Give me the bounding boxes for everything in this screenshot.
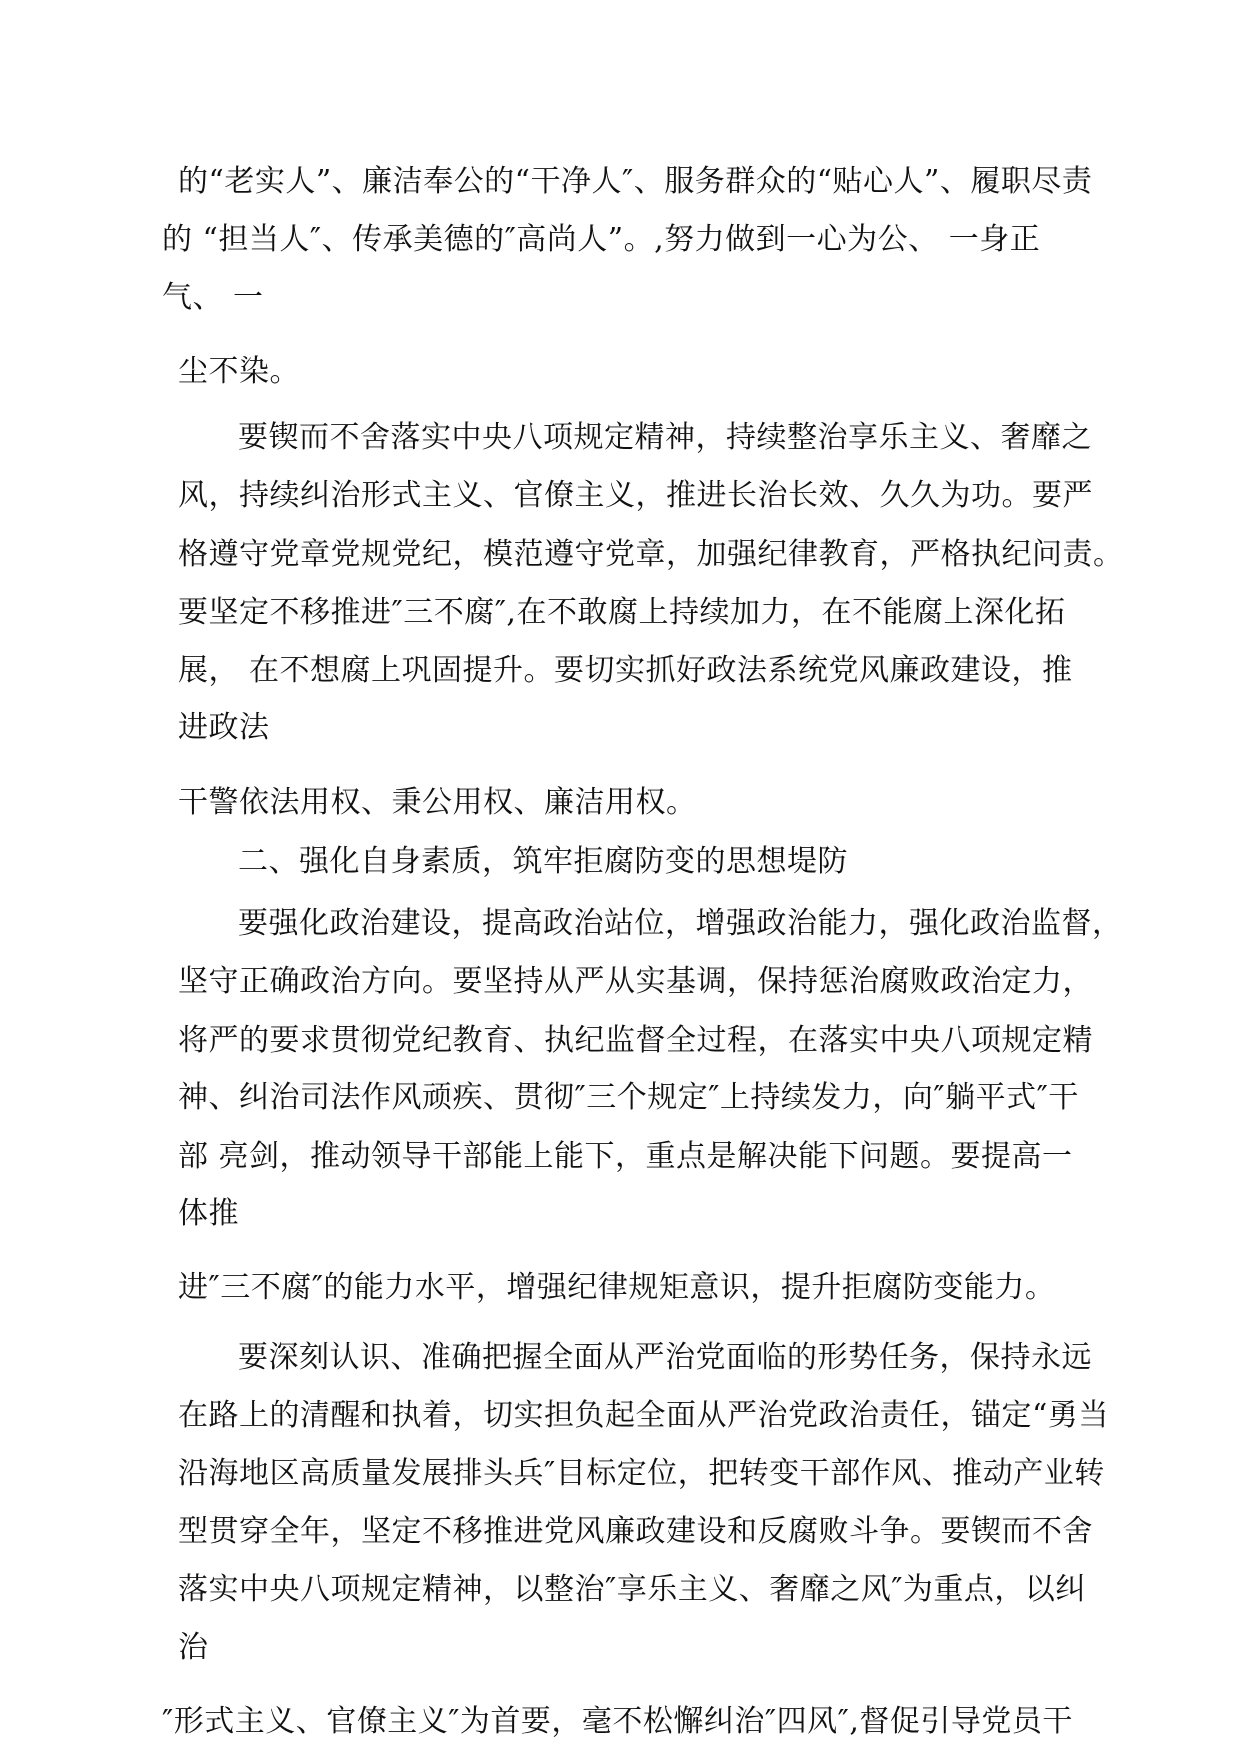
text-line: 要锲而不舍落实中央八项规定精神，持续整治享乐主义、奢靡之	[238, 420, 1092, 455]
text-line: 在路上的清醒和执着，切实担负起全面从严治党政治责任，锚定“勇当	[178, 1398, 1109, 1433]
text-line: ″形式主义、官僚主义″为首要，毫不松懈纠治″四风″,督促引导党员干	[162, 1704, 1073, 1739]
text-line: 展， 在不想腐上巩固提升。要切实抓好政法系统党风廉政建设，推	[178, 653, 1073, 688]
text-line: 格遵守党章党规党纪，模范遵守党章，加强纪律教育，严格执纪问责。	[178, 537, 1124, 572]
text-line: 落实中央八项规定精神，以整治″享乐主义、奢靡之风″为重点，以纠	[178, 1572, 1086, 1607]
section-heading: 二、强化自身素质，筑牢拒腐防变的思想堤防	[238, 844, 848, 879]
text-line: 要强化政治建设，提高政治站位，增强政治能力，强化政治监督，	[238, 906, 1123, 941]
text-line: 气、 一	[162, 280, 264, 315]
text-line: 坚守正确政治方向。要坚持从严从实基调，保持惩治腐败政治定力，	[178, 964, 1093, 999]
text-line: 尘不染。	[178, 354, 300, 389]
text-line: 进政法	[178, 710, 270, 745]
text-line: 治	[178, 1630, 209, 1665]
text-line: 要坚定不移推进″三不腐″,在不敢腐上持续加力，在不能腐上深化拓	[178, 595, 1066, 630]
text-line: 要深刻认识、准确把握全面从严治党面临的形势任务，保持永远	[238, 1340, 1092, 1375]
text-line: 体推	[178, 1196, 239, 1231]
text-line: 型贯穿全年，坚定不移推进党风廉政建设和反腐败斗争。要锲而不舍	[178, 1514, 1093, 1549]
text-line: 的 “担当人″、传承美德的″高尚人”。,努力做到一心为公、 一身正	[162, 222, 1041, 257]
text-line: 将严的要求贯彻党纪教育、执纪监督全过程，在落实中央八项规定精	[178, 1023, 1093, 1058]
text-line: 风，持续纠治形式主义、官僚主义，推进长治长效、久久为功。要严	[178, 478, 1093, 513]
text-line: 的“老实人”、廉洁奉公的“干净人″、服务群众的“贴心人”、履职尽责	[178, 164, 1093, 199]
text-line: 进″三不腐″的能力水平，增强纪律规矩意识，提升拒腐防变能力。	[178, 1270, 1056, 1305]
text-line: 干警依法用权、秉公用权、廉洁用权。	[178, 785, 697, 820]
text-line: 部 亮剑，推动领导干部能上能下，重点是解决能下问题。要提高一	[178, 1139, 1073, 1174]
text-line: 神、纠治司法作风顽疾、贯彻″三个规定″上持续发力，向″躺平式″干	[178, 1080, 1079, 1115]
text-line: 沿海地区高质量发展排头兵″目标定位，把转变干部作风、推动产业转	[178, 1456, 1105, 1491]
